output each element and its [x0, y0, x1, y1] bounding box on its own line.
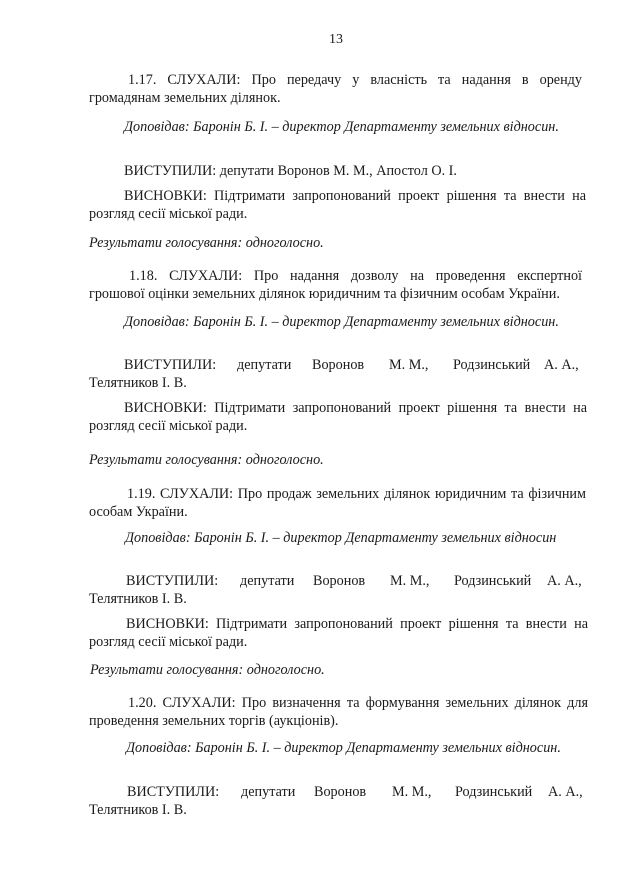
spoke-deputies: депутати [241, 784, 296, 800]
reporter: Доповідав: Баронін Б. І. – директор Департаменту земельних відносин [125, 530, 557, 546]
heard-line-1: 1.20. СЛУХАЛИ: Про визначення та формування земельних ділянок для [128, 695, 588, 711]
reporter: Доповідав: Баронін Б. І. – директор Департаменту земельних відносин. [124, 314, 559, 330]
spoke-initials-2: А. А., [547, 573, 582, 589]
spoke-deputies: депутати [240, 573, 295, 589]
spoke-name-2: Родзинський [454, 573, 532, 589]
heard-line-2: проведення земельних торгів (аукціонів). [89, 713, 339, 729]
spoke-label: ВИСТУПИЛИ: [127, 784, 220, 800]
voting-result: Результати голосування: одноголосно. [89, 235, 324, 251]
heard-line-2: громадянам земельних ділянок. [89, 90, 281, 106]
spoke: ВИСТУПИЛИ: депутати Воронов М. М., Апостол О. І. [124, 163, 457, 179]
spoke-name-1: Воронов [312, 357, 365, 373]
spoke-line-2: Телятников І. В. [89, 591, 187, 607]
spoke-initials-1: М. М., [392, 784, 432, 800]
spoke-initials-2: А. А., [544, 357, 579, 373]
heard-line-2: грошової оцінки земельних ділянок юридичним та фізичним особам України. [89, 286, 560, 302]
spoke-name-2: Родзинський [453, 357, 531, 373]
reporter: Доповідав: Баронін Б. І. – директор Департаменту земельних відносин. [124, 119, 559, 135]
voting-result: Результати голосування: одноголосно. [90, 662, 325, 678]
spoke-label: ВИСТУПИЛИ: [126, 573, 219, 589]
spoke-initials-2: А. А., [548, 784, 583, 800]
conclusions-line-2: розгляд сесії міської ради. [89, 634, 248, 650]
reporter: Доповідав: Баронін Б. І. – директор Департаменту земельних відносин. [126, 740, 561, 756]
spoke-initials-1: М. М., [389, 357, 429, 373]
spoke-line-2: Телятников І. В. [89, 375, 187, 391]
conclusions-line-1: ВИСНОВКИ: Підтримати запропонований проект рішення та внести на [126, 616, 588, 632]
voting-result: Результати голосування: одноголосно. [89, 452, 324, 468]
spoke-label: ВИСТУПИЛИ: [124, 357, 217, 373]
spoke-initials-1: М. М., [390, 573, 430, 589]
heard-line-2: особам України. [89, 504, 188, 520]
heard-line-1: 1.18. СЛУХАЛИ: Про надання дозволу на проведення експертної [129, 268, 582, 284]
spoke-name-1: Воронов [314, 784, 367, 800]
heard-line-1: 1.19. СЛУХАЛИ: Про продаж земельних ділянок юридичним та фізичним [127, 486, 586, 502]
spoke-line-2: Телятников І. В. [89, 802, 187, 818]
page-number: 13 [329, 32, 343, 47]
spoke-name-1: Воронов [313, 573, 366, 589]
heard-line-1: 1.17. СЛУХАЛИ: Про передачу у власність та надання в оренду [128, 72, 582, 88]
spoke-deputies: депутати [237, 357, 292, 373]
conclusions-line-2: розгляд сесії міської ради. [89, 418, 248, 434]
conclusions-line-2: розгляд сесії міської ради. [89, 206, 248, 222]
conclusions-line-1: ВИСНОВКИ: Підтримати запропонований проект рішення та внести на [124, 400, 587, 416]
spoke-name-2: Родзинський [455, 784, 533, 800]
conclusions-line-1: ВИСНОВКИ: Підтримати запропонований проект рішення та внести на [124, 188, 586, 204]
